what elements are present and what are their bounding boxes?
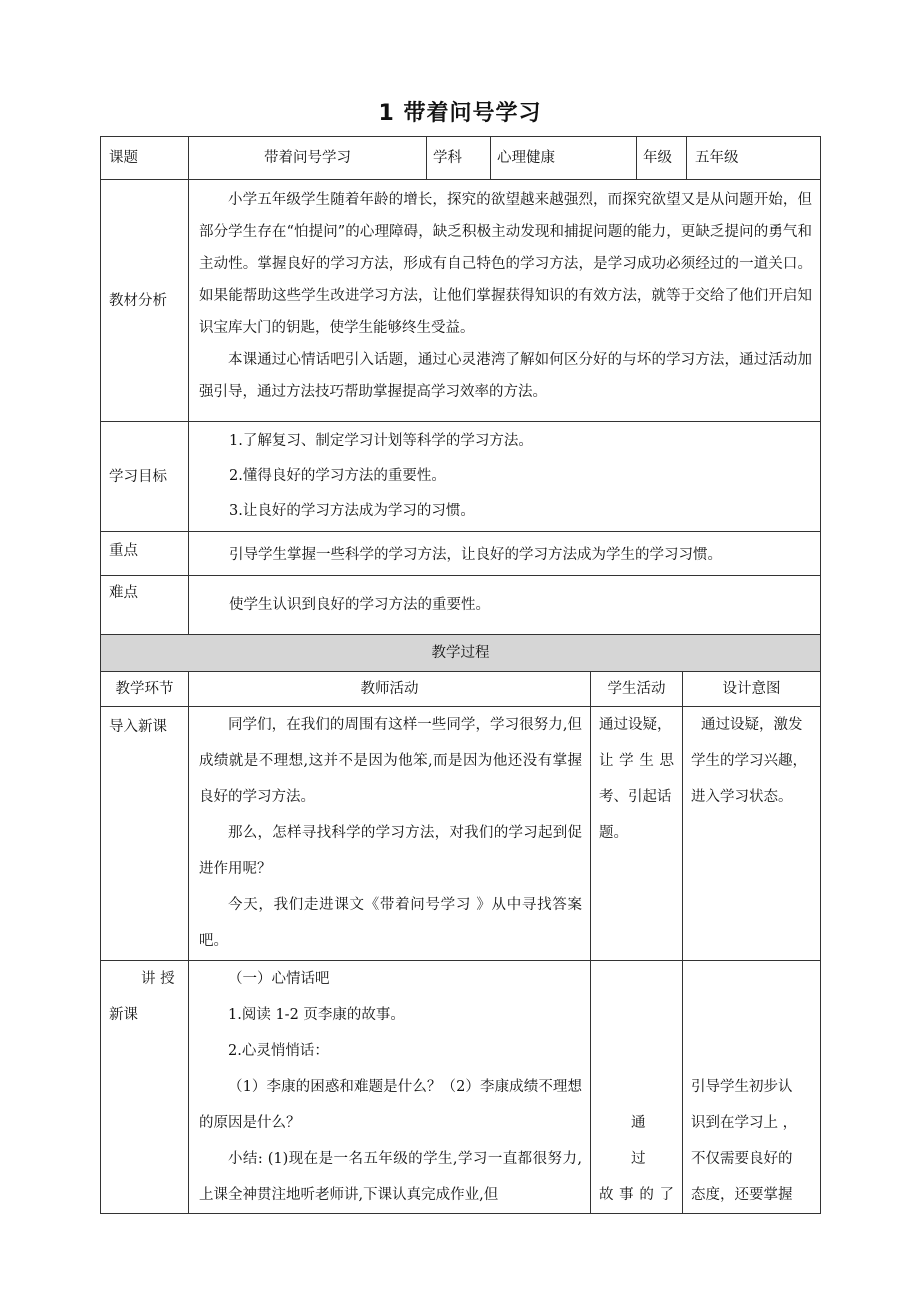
lecture-stage: [101, 961, 189, 1214]
analysis-label: 教材分析: [101, 180, 189, 422]
intro-stage: 导入新课: [101, 707, 189, 961]
lecture-teacher-paragraph: （1）李康的困惑和难题是什么？（2）李康成绩不理想的原因是什么？: [199, 1079, 582, 1131]
lecture-stage-line: 新课: [109, 1007, 138, 1023]
intro-student-line: 题。: [599, 825, 628, 841]
process-header: 教学过程: [101, 635, 821, 672]
topic-value: 带着问号学习: [189, 137, 427, 180]
lecture-teacher-activity: [189, 961, 591, 1214]
lecture-intent-line: 不仅需要良好的: [691, 1151, 793, 1167]
intro-design-intent: [683, 707, 821, 961]
intro-teacher-paragraph: 那么，怎样寻找科学的学习方法，对我们的学习起到促进作用呢？: [199, 825, 582, 877]
grade-label: 年级: [637, 137, 687, 180]
lecture-teacher-paragraph: 2.心灵悄悄话：: [228, 1043, 329, 1059]
intro-student-line: 考、引起话: [599, 789, 672, 805]
intro-student-line: 通过设疑，: [599, 717, 672, 733]
subject-label: 学科: [427, 137, 491, 180]
intro-student-activity: [591, 707, 683, 961]
lecture-student-line: 通 过: [631, 1115, 660, 1167]
key-point-label: 重点: [101, 532, 189, 576]
intro-teacher-paragraph: 同学们，在我们的周围有这样一些同学，学习很努力,但成绩就是不理想,这并不是因为他笨,而是因为他还没有掌握良好的学习方法。: [199, 717, 582, 805]
objective-item: 1.了解复习、制定学习计划等科学的学习方法。: [229, 433, 533, 449]
document-title: 1 带着问号学习: [378, 101, 542, 126]
intro-intent-line: 进入学习状态。: [691, 789, 793, 805]
lecture-teacher-paragraph: （一）心情话吧: [228, 971, 330, 987]
intro-intent-line: 学生的学习兴趣，: [691, 753, 807, 769]
difficulty-text: 使学生认识到良好的学习方法的重要性。: [189, 576, 821, 644]
lecture-student-line: 故事的了: [599, 1187, 674, 1203]
lecture-teacher-paragraph: 1.阅读 1-2 页李康的故事。: [228, 1007, 405, 1023]
teaching-process-table: [100, 634, 821, 1214]
grade-value: 五年级: [687, 137, 821, 180]
analysis-content: [189, 180, 821, 422]
objective-item: 2.懂得良好的学习方法的重要性。: [229, 468, 446, 484]
column-header: 学生活动: [591, 672, 683, 707]
lesson-info-table: [100, 136, 821, 644]
lecture-stage-line: 讲 授: [141, 971, 175, 987]
objectives-label: 学习目标: [101, 422, 189, 532]
analysis-paragraph-1: 小学五年级学生随着年龄的增长，探究的欲望越来越强烈，而探究欲望又是从问题开始，但部分学生存在“怕提问”的心理障碍，缺乏积极主动发现和捕捉问题的能力，更缺乏提问的勇气和主动性。掌握良好的学习方法，形成有自己特色的学习方法，是学习成功必须经过的一道关口。如果能帮助这些学生改进学习方法，让他们掌握获得知识的有效方法，就等于交给了他们开启知识宝库大门的钥匙，使学生能够终生受益。: [199, 192, 812, 336]
lecture-student-activity: [591, 961, 683, 1214]
column-header: 设计意图: [683, 672, 821, 707]
subject-value: 心理健康: [491, 137, 637, 180]
objectives-content: [189, 422, 821, 532]
intro-student-line: 让学生思: [599, 753, 674, 769]
lecture-intent-line: 引导学生初步认: [691, 1079, 793, 1095]
intro-teacher-paragraph: 今天，我们走进课文《带着问号学习 》从中寻找答案吧。: [199, 897, 582, 949]
objective-item: 3.让良好的学习方法成为学习的习惯。: [229, 503, 475, 519]
analysis-paragraph-2: 本课通过心情话吧引入话题，通过心灵港湾了解如何区分好的与坏的学习方法，通过活动加强引导，通过方法技巧帮助掌握提高学习效率的方法。: [199, 352, 812, 400]
lecture-teacher-paragraph: 小结: (1)现在是一名五年级的学生,学习一直都很努力,上课全神贯注地听老师讲,下课认真完成作业,但: [199, 1151, 582, 1203]
lecture-intent-line: 识到在学习上 ，: [691, 1115, 798, 1131]
difficulty-label: 难点: [101, 576, 189, 644]
key-point-text: 引导学生掌握一些科学的学习方法，让良好的学习方法成为学生的学习习惯。: [189, 532, 821, 576]
intro-teacher-activity: [189, 707, 591, 961]
intro-intent-line: 通过设疑，激发: [701, 717, 803, 733]
lecture-design-intent: [683, 961, 821, 1214]
column-header: 教师活动: [189, 672, 591, 707]
column-header: 教学环节: [101, 672, 189, 707]
lecture-intent-line: 态度，还要掌握: [691, 1187, 793, 1203]
topic-label: 课题: [101, 137, 189, 180]
